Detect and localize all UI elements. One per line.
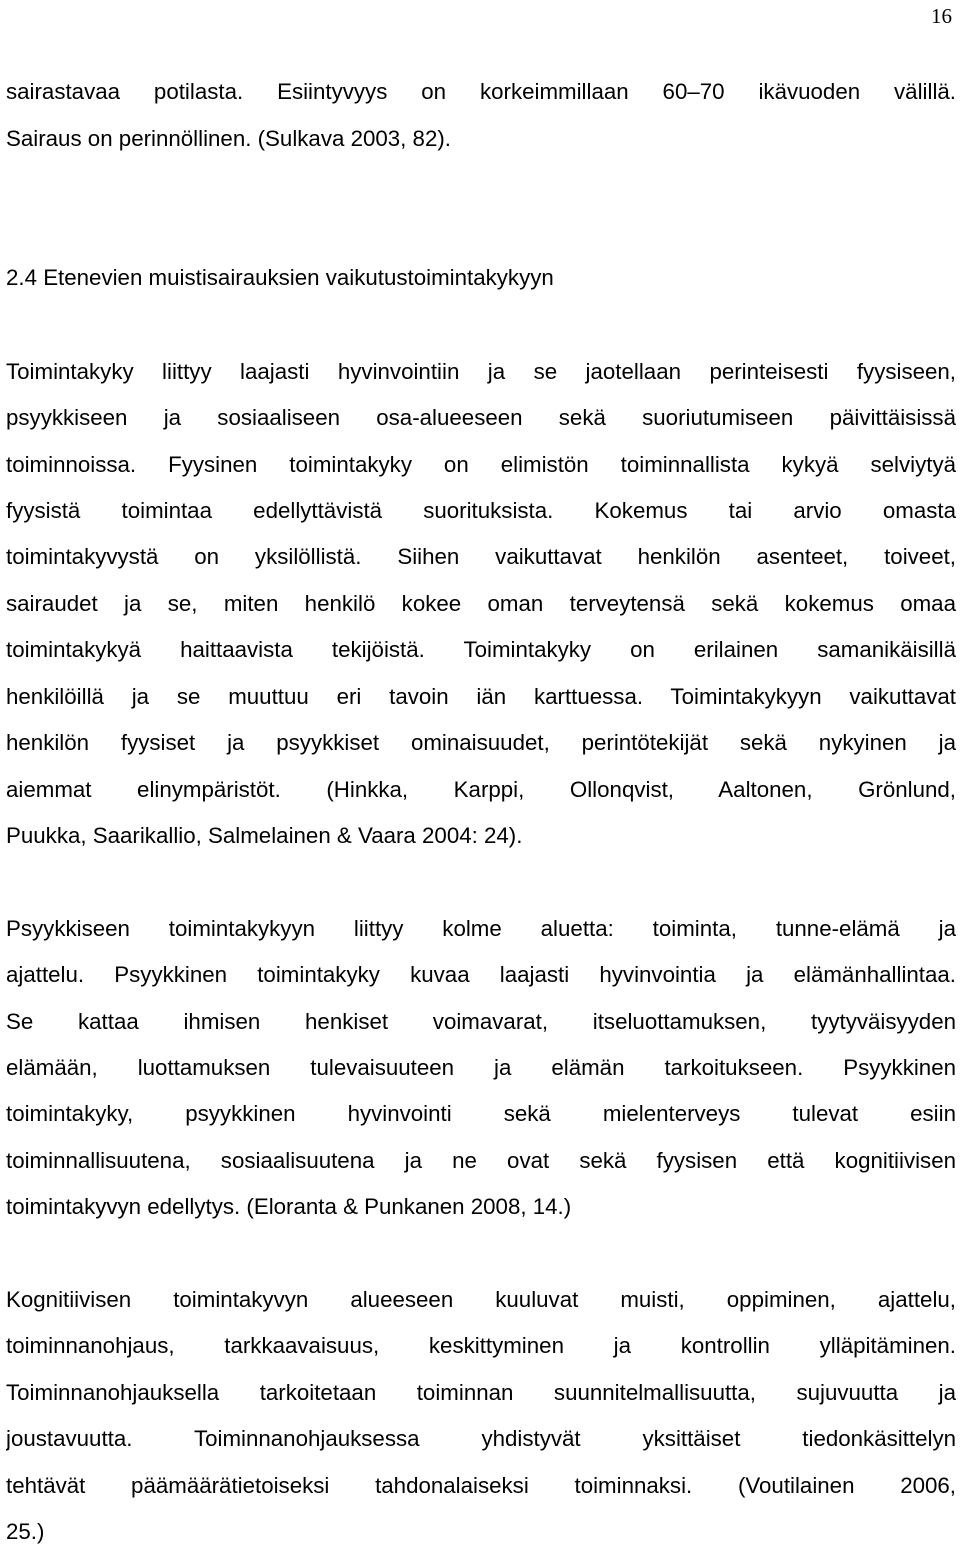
text-line: sairastavaa potilasta. Esiintyvyys on korkeimmillaan 60–70 ikävuoden välillä. — [6, 79, 956, 104]
text-line: toimintakykyä haittaavista tekijöistä. Toimintakyky on erilainen samanikäisillä — [6, 637, 956, 662]
text-line: psyykkiseen ja sosiaaliseen osa-alueeseen sekä suoriutumiseen päivittäisissä — [6, 405, 956, 430]
text-line: fyysistä toimintaa edellyttävistä suorituksista. Kokemus tai arvio omasta — [6, 498, 956, 523]
text-line: tehtävät päämäärätietoiseksi tahdonalaiseksi toiminnaksi. (Voutilainen 2006, — [6, 1473, 956, 1498]
text-line: Sairaus on perinnöllinen. (Sulkava 2003, 82). — [6, 126, 451, 151]
text-line: toiminnallisuutena, sosiaalisuutena ja ne ovat sekä fyysisen että kognitiivisen — [6, 1148, 956, 1173]
page-number: 16 — [931, 4, 952, 28]
text-line: toimintakyky, psyykkinen hyvinvointi sekä mielenterveys tulevat esiin — [6, 1101, 956, 1126]
text-line: Toiminnanohjauksella tarkoitetaan toiminnan suunnitelmallisuutta, sujuvuutta ja — [6, 1380, 956, 1405]
text-line: sairaudet ja se, miten henkilö kokee oman terveytensä sekä kokemus omaa — [6, 591, 956, 616]
text-line: Kognitiivisen toimintakyvyn alueeseen kuuluvat muisti, oppiminen, ajattelu, — [6, 1287, 956, 1312]
text-line: 25.) — [6, 1519, 45, 1544]
text-line: Puukka, Saarikallio, Salmelainen & Vaara 2004: 24). — [6, 823, 523, 848]
text-line: ajattelu. Psyykkinen toimintakyky kuvaa laajasti hyvinvointia ja elämänhallintaa. — [6, 962, 956, 987]
text-line: aiemmat elinympäristöt. (Hinkka, Karppi, Ollonqvist, Aaltonen, Grönlund, — [6, 777, 956, 802]
section-heading: 2.4 Etenevien muistisairauksien vaikutustoimintakykyyn — [6, 265, 554, 290]
text-line: elämään, luottamuksen tulevaisuuteen ja elämän tarkoitukseen. Psyykkinen — [6, 1055, 956, 1080]
text-line: Toimintakyky liittyy laajasti hyvinvointiin ja se jaotellaan perinteisesti fyysiseen, — [6, 359, 956, 384]
text-line: henkilöillä ja se muuttuu eri tavoin iän karttuessa. Toimintakykyyn vaikuttavat — [6, 684, 956, 709]
text-line: toiminnoissa. Fyysinen toimintakyky on elimistön toiminnallista kykyä selviytyä — [6, 452, 956, 477]
text-line: toimintakyvyn edellytys. (Eloranta & Punkanen 2008, 14.) — [6, 1194, 572, 1219]
text-line: Psyykkiseen toimintakykyyn liittyy kolme aluetta: toiminta, tunne-elämä ja — [6, 916, 956, 941]
text-line: Se kattaa ihmisen henkiset voimavarat, itseluottamuksen, tyytyväisyyden — [6, 1009, 956, 1034]
text-line: joustavuutta. Toiminnanohjauksessa yhdistyvät yksittäiset tiedonkäsittelyn — [6, 1426, 956, 1451]
text-line: henkilön fyysiset ja psyykkiset ominaisuudet, perintötekijät sekä nykyinen ja — [6, 730, 956, 755]
text-line: toiminnanohjaus, tarkkaavaisuus, keskittyminen ja kontrollin ylläpitäminen. — [6, 1333, 956, 1358]
text-line: toimintakyvystä on yksilöllistä. Siihen vaikuttavat henkilön asenteet, toiveet, — [6, 544, 956, 569]
